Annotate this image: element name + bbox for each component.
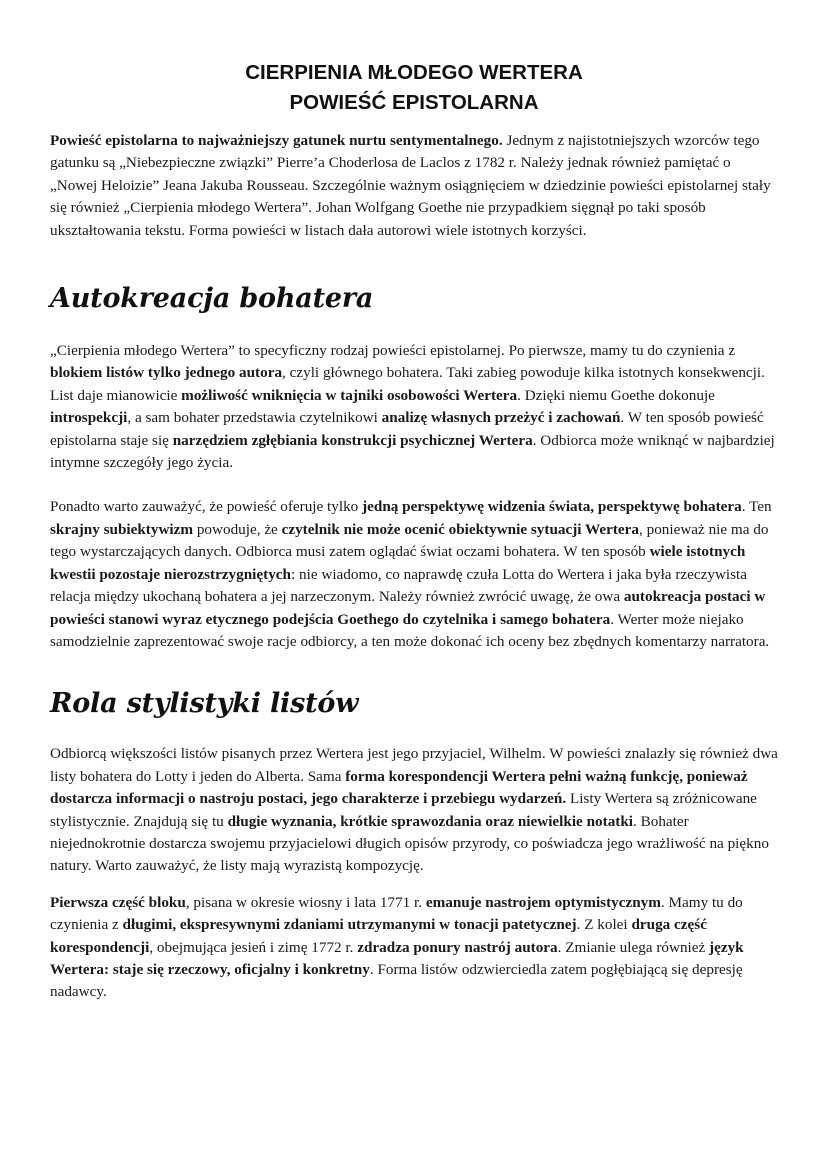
emphasized-text: forma korespondencji Wertera pełni ważną funkcję, ponieważ dostarcza informacji o nastroju postaci, jego charakterze i przebiegu wydarzeń.	[50, 767, 748, 808]
emphasized-text: analizę własnych przeżyć i zachowań	[381, 409, 621, 427]
section1-paragraph-1	[50, 340, 778, 474]
emphasized-text: długie wyznania, krótkie sprawozdania oraz niewielkie notatki	[227, 812, 634, 830]
body-text: Odbiorcą większości listów pisanych przez Wertera jest jego przyjaciel, Wilhelm. W powieści znalazły się również dwa listy bohatera do Lotty i jeden do Alberta. Sama	[50, 745, 778, 785]
body-text: . Zmianie ulega również	[557, 938, 710, 956]
emphasized-text: narzędziem zgłębiania konstrukcji psychicznej Wertera	[172, 431, 533, 449]
emphasized-text: wiele istotnych kwestii pozostaje nierozstrzygniętych	[50, 543, 746, 583]
paragraph-spacer	[50, 474, 778, 496]
body-text: . Forma listów odzwierciedla zatem pogłębiającą się depresję nadawcy.	[50, 960, 743, 1001]
body-text: Listy Wertera są zróżnicowane stylistycznie. Znajdują się tu	[50, 790, 757, 830]
emphasized-text: druga część korespondencji	[50, 916, 707, 956]
body-text: , obejmująca jesień i zimę 1772 r.	[149, 938, 358, 956]
emphasized-text: emanuje nastrojem optymistycznym	[425, 893, 661, 911]
body-text: Ponadto warto zauważyć, że powieść oferuje tylko	[50, 498, 363, 516]
emphasized-text: blokiem listów tylko jednego autora	[50, 364, 283, 382]
body-text: . Odbiorca może wniknąć w najbardziej intymne szczegóły jego życia.	[50, 431, 775, 472]
section-heading-autokreacja: Autokreacja bohatera	[50, 283, 374, 315]
body-text: . Dzięki niemu Goethe dokonuje	[517, 386, 715, 404]
emphasized-text: autokreacja postaci w powieści stanowi wyraz etycznego podejścia Goethego do czytelnika i samego bohatera	[50, 588, 766, 628]
emphasized-text: skrajny subiektywizm	[50, 520, 194, 538]
section2-paragraph-2	[50, 892, 778, 1004]
paragraph-spacer	[50, 878, 778, 892]
section-heading-rola-stylistyki: Rola stylistyki listów	[50, 688, 359, 720]
emphasized-text: Pierwsza część bloku	[50, 893, 186, 911]
body-text: powoduje, że	[193, 520, 282, 538]
body-text: . Mamy tu do czynienia z	[50, 893, 743, 934]
emphasized-text: zdradza ponury nastrój autora	[357, 938, 558, 956]
section1-paragraph-2	[50, 496, 778, 653]
intro-paragraph	[50, 130, 778, 242]
body-text: . W ten sposób powieść epistolarna staje się	[50, 409, 764, 449]
emphasized-text: długimi, ekspresywnymi zdaniami utrzymanymi w tonacji patetycznej	[122, 916, 577, 934]
body-text: , ponieważ nie ma do tego wystarczających danych. Odbiorca musi zatem oglądać świat oczami bohatera. W ten sposób	[50, 520, 769, 561]
body-text: . Werter może niejako samodzielnie zaprezentować swoje racje odbiorcy, a ten może dokonać ich oceny bez zbędnych komentarzy narratora.	[50, 610, 770, 650]
body-text: , pisana w okresie wiosny i lata 1771 r.	[185, 893, 426, 911]
emphasized-text: język Wertera: staje się rzeczowy, oficjalny i konkretny	[50, 938, 744, 978]
title-line-1: CIERPIENIA MŁODEGO WERTERA	[245, 61, 583, 84]
body-text: : nie wiadomo, co naprawdę czuła Lotta do Wertera i jaka była rzeczywista relacja między ukochaną bohatera a jej narzeczonym. Należy również zwrócić uwagę, że owa	[50, 565, 748, 606]
document-title	[50, 58, 778, 118]
body-text: Jednym z najistotniejszych wzorców tego gatunku są „Niebezpieczne związki” Pierre’a Choderlosa de Laclos z 1782 r. Należy jednak również pamiętać o „Nowej Heloizie” Jeana Jakuba Rousseau. Szczególnie ważnym osiągnięciem w dziedzinie powieści epistolarnej stały się również „Cierpienia młodego Wertera”. Johan Wolfgang Goethe nie przypadkiem sięgnął po taki sposób ukształtowania tekstu. Forma powieści w listach dała autorowi wiele istotnych korzyści.	[50, 132, 771, 239]
emphasized-text: możliwość wniknięcia w tajniki osobowości Wertera	[181, 386, 518, 404]
body-text: , a sam bohater przedstawia czytelnikowi	[127, 409, 382, 427]
body-text: . Bohater niejednokrotnie dostarcza swojemu przyjacielowi długich opisów przyrody, co poświadcza jego wrażliwość na piękno natury. Warto zauważyć, że listy mają wyrazistą kompozycję.	[50, 812, 769, 875]
title-line-2: POWIEŚĆ EPISTOLARNA	[289, 91, 539, 114]
body-text: „Cierpienia młodego Wertera” to specyficzny rodzaj powieści epistolarnej. Po pierwsze, mamy tu do czynienia z	[50, 342, 736, 360]
body-text: . Z kolei	[576, 916, 632, 934]
emphasized-text: jedną perspektywę widzenia świata, perspektywę bohatera	[362, 498, 742, 516]
emphasized-text: introspekcji	[50, 409, 128, 427]
body-text: . Ten	[741, 498, 772, 516]
emphasized-text: czytelnik nie może ocenić obiektywnie sytuacji Wertera	[281, 520, 639, 538]
emphasized-text: Powieść epistolarna to najważniejszy gatunek nurtu sentymentalnego.	[50, 132, 503, 149]
section2-paragraph-1	[50, 743, 778, 877]
body-text: , czyli głównego bohatera. Taki zabieg powoduje kilka istotnych konsekwencji. List daje mianowicie	[50, 364, 765, 404]
